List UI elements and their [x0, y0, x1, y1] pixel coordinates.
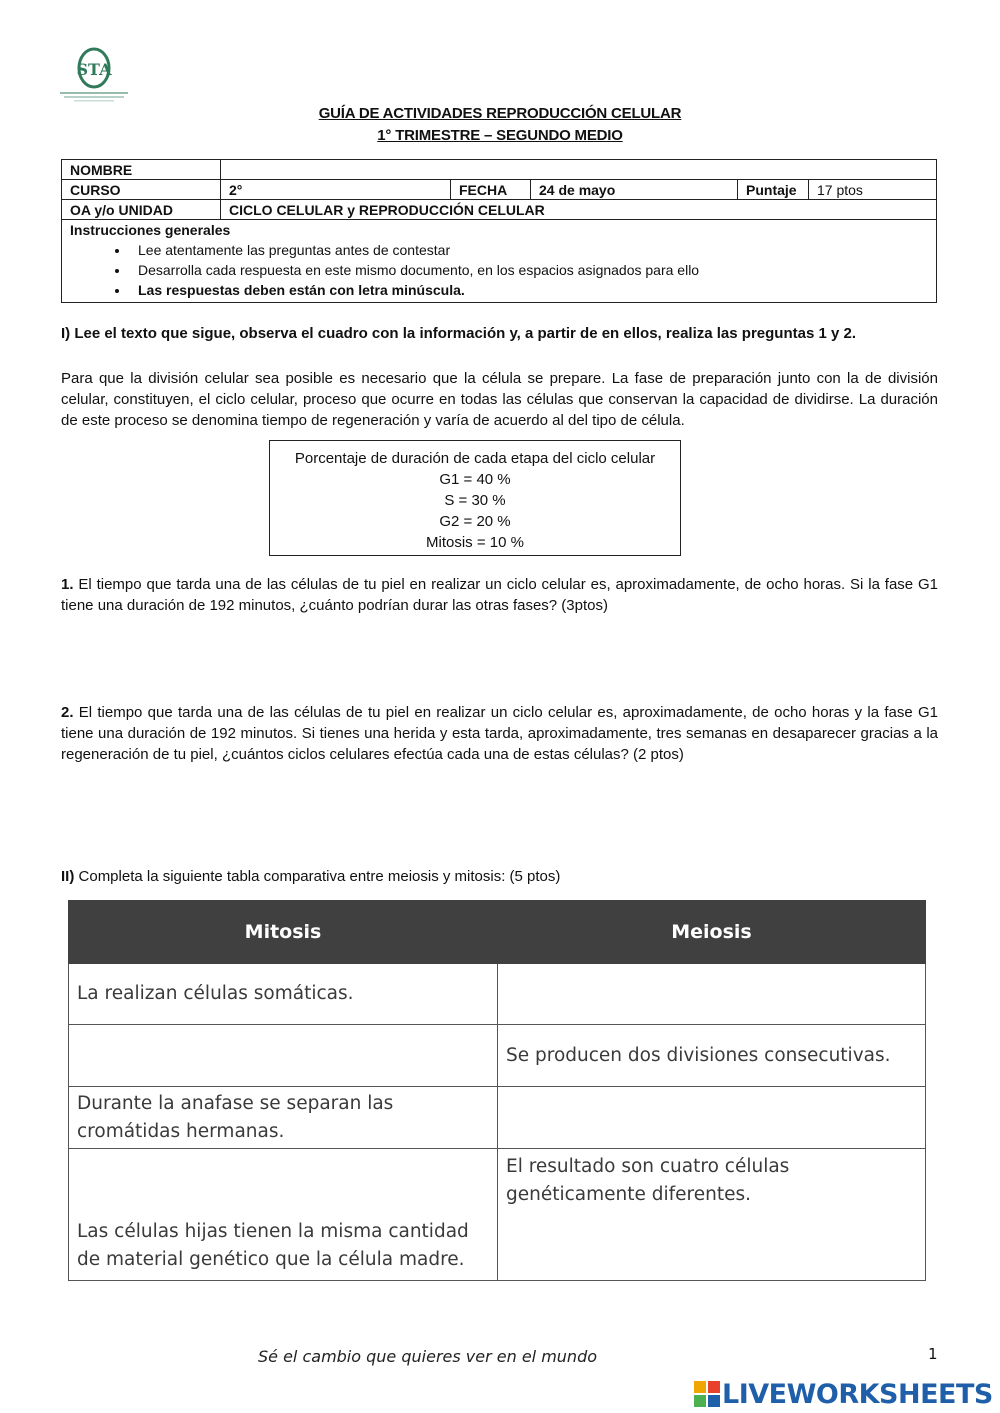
table-cell-blank[interactable] [69, 1025, 498, 1087]
liveworksheets-text: LIVEWORKSHEETS [722, 1378, 993, 1410]
instructions-title: Instrucciones generales [70, 222, 231, 238]
puntaje-label: Puntaje [738, 180, 809, 200]
oa-label: OA y/o UNIDAD [62, 200, 221, 220]
column-header-mitosis: Mitosis [69, 901, 498, 964]
curso-value: 2° [221, 180, 451, 200]
table-cell: Durante la anafase se separan las cromátidas hermanas. [69, 1087, 498, 1149]
question-1 [61, 574, 938, 616]
fecha-label: FECHA [451, 180, 531, 200]
percentage-line-g1: G1 = 40 % [439, 471, 511, 488]
cycle-percentage-box [269, 440, 681, 556]
table-cell: Se producen dos divisiones consecutivas. [498, 1025, 926, 1087]
mitosis-meiosis-table [68, 900, 926, 1281]
percentage-line-s: S = 30 % [444, 492, 506, 509]
question-2 [61, 702, 938, 765]
table-cell-blank[interactable] [498, 964, 926, 1025]
document-title: GUÍA DE ACTIVIDADES REPRODUCCIÓN CELULAR [318, 105, 682, 122]
section2-number: II) [61, 868, 75, 885]
footer-quote: Sé el cambio que quieres ver en el mundo [258, 1347, 598, 1366]
column-header-meiosis: Meiosis [498, 901, 926, 964]
percentage-line-mitosis: Mitosis = 10 % [426, 534, 524, 551]
student-info-table [61, 159, 937, 303]
answer-area-1[interactable] [61, 622, 938, 692]
page-number: 1 [928, 1345, 938, 1363]
nombre-field[interactable] [221, 160, 937, 180]
percentage-line-g2: G2 = 20 % [439, 513, 511, 530]
instruction-item: • Lee atentamente las preguntas antes de contestar [130, 240, 928, 260]
section1-text: Para que la división celular sea posible es necesario que la célula se prepare. La fase de preparación junto con la de división celular, constituyen, el ciclo celular, proceso que ocurre en todas las células que conservan la capacidad de dividirse. La duración de este proceso se denomina tiempo de regeneración y varía de acuerdo al del tipo de célula. [61, 370, 938, 429]
question-1-number: 1. [61, 576, 74, 593]
liveworksheets-logo-icon [694, 1381, 720, 1407]
oa-value: CICLO CELULAR y REPRODUCCIÓN CELULAR [221, 200, 937, 220]
table-cell: Las células hijas tienen la misma cantidad de material genético que la célula madre. [69, 1149, 498, 1281]
table-cell-blank[interactable] [498, 1087, 926, 1149]
percentage-box-title: Porcentaje de duración de cada etapa del ciclo celular [294, 450, 656, 467]
question-2-text: El tiempo que tarda una de las células de tu piel en realizar un ciclo celular es, aproximadamente, de ocho horas y la fase G1 tiene una duración de 192 minutos. Si tienes una herida y esta tarda, aproximadamente, tres semanas en desaparecer gracias a la regeneración de tu piel, ¿cuántos ciclos celulares efectúa cada una de estas células? (2 ptos) [61, 704, 938, 763]
instruction-item: • Las respuestas deben están con letra minúscula. [130, 280, 928, 300]
school-logo [56, 44, 136, 104]
question-1-text: El tiempo que tarda una de las células de tu piel en realizar un ciclo celular es, aproximadamente, de ocho horas. Si la fase G1 tiene una duración de 192 minutos, ¿cuánto podrían durar las otras fases? (3ptos) [61, 576, 939, 614]
document-subtitle: 1° TRIMESTRE – SEGUNDO MEDIO [377, 127, 623, 144]
answer-area-2[interactable] [61, 770, 938, 860]
instructions-cell [62, 220, 937, 303]
section2-heading [61, 866, 938, 887]
nombre-label: NOMBRE [62, 160, 221, 180]
section1-heading: I) Lee el texto que sigue, observa el cuadro con la información y, a partir de en ellos, realiza las preguntas 1 y 2. [61, 325, 856, 342]
liveworksheets-brand [694, 1380, 993, 1408]
curso-label: CURSO [62, 180, 221, 200]
instruction-item: • Desarrolla cada respuesta en este mismo documento, en los espacios asignados para ello [130, 260, 928, 280]
fecha-value: 24 de mayo [531, 180, 738, 200]
logo-lettering: STA [76, 60, 112, 79]
instructions-list [70, 240, 928, 300]
question-2-number: 2. [61, 704, 74, 721]
section2-text: Completa la siguiente tabla comparativa entre meiosis y mitosis: (5 ptos) [78, 868, 561, 885]
puntaje-value: 17 ptos [809, 180, 937, 200]
table-cell: La realizan células somáticas. [69, 964, 498, 1025]
table-cell: El resultado son cuatro células genéticamente diferentes. [498, 1149, 926, 1281]
